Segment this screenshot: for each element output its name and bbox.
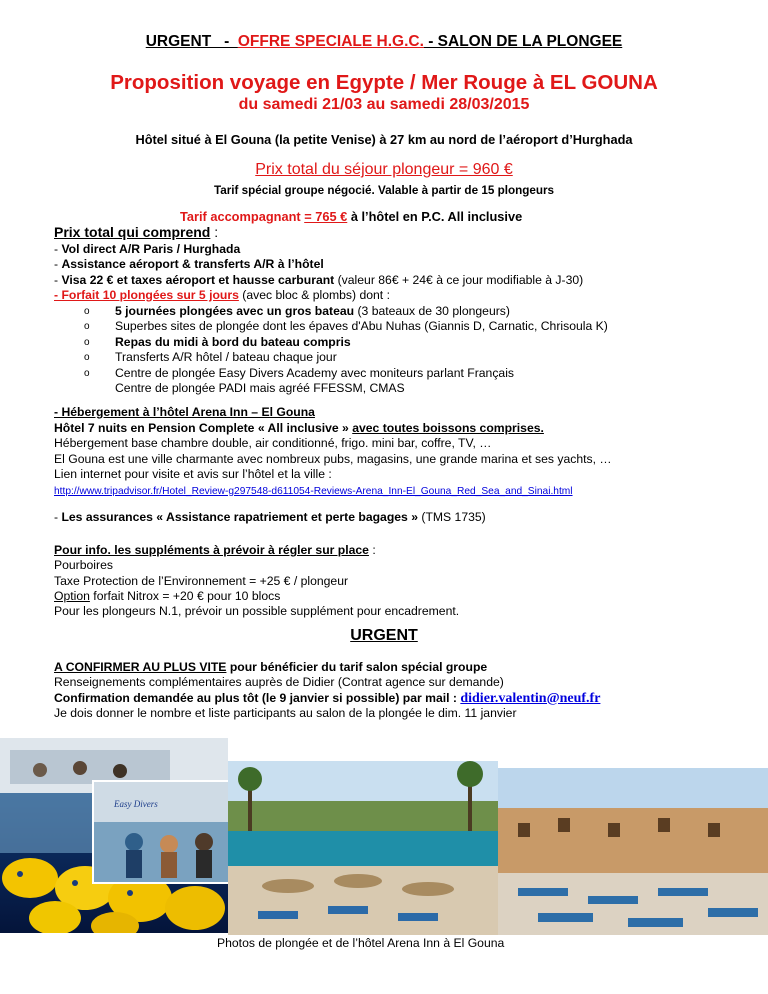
- include-dive-package-detail: (avec bloc & plombs) dont :: [238, 288, 390, 302]
- accommodation-drinks: avec toutes boissons comprises.: [352, 420, 544, 435]
- bullet-icon: o: [84, 321, 90, 332]
- pool-illustration: [228, 761, 498, 935]
- insurance-line: [54, 510, 754, 524]
- header-offer: OFFRE SPECIALE H.G.C.: [237, 33, 424, 50]
- supplement-option-label: Option: [54, 588, 90, 603]
- confirm-asap-rest: pour bénéficier du tarif salon spécial groupe: [226, 660, 488, 674]
- insurance-dash: -: [54, 510, 62, 524]
- list-item: [54, 288, 754, 304]
- includes-section: [54, 225, 754, 397]
- accommodation-board: Hôtel 7 nuits en Pension Complete « All inclusive »: [54, 420, 353, 435]
- hotel-photo-terrace: [498, 768, 768, 935]
- sub-item: [54, 335, 754, 351]
- supplement-n1: Pour les plongeurs N.1, prévoir un possible supplément pour encadrement.: [54, 604, 460, 619]
- supplements-heading-suffix: :: [368, 543, 376, 557]
- list-item: - Assistance aéroport & transferts A/R à l’hôtel: [54, 257, 324, 271]
- companion-rest: à l’hôtel en P.C. All inclusive: [347, 209, 523, 224]
- accommodation-room: Hébergement base chambre double, air conditionné, frigo. mini bar, coffre, TV, …: [54, 436, 492, 450]
- boat-sign: Easy Divers: [114, 799, 158, 809]
- confirm-deadline: Je dois donner le nombre et liste participants au salon de la plongée le dim. 11 janvier: [54, 705, 517, 720]
- list-item: - Visa 22 € et taxes aéroport et hausse carburant (valeur 86€ + 24€ à ce jour modifiable à J-30): [54, 272, 584, 287]
- accommodation-heading: - Hébergement à l’hôtel Arena Inn – El Gouna: [54, 405, 315, 419]
- confirmation-section: [54, 660, 764, 721]
- bullet-icon: o: [84, 336, 90, 348]
- confirm-info: Renseignements complémentaires auprès de Didier (Contrat agence sur demande): [54, 675, 504, 690]
- sub-item: [54, 319, 754, 335]
- sub-item: [54, 304, 754, 320]
- total-price: Prix total du séjour plongeur = 960 €: [255, 161, 513, 178]
- document-header: [0, 33, 768, 51]
- companion-label: Tarif accompagnant: [180, 209, 305, 224]
- include-visa-detail: (valeur 86€ + 24€ à ce jour modifiable à J-30): [334, 272, 584, 287]
- list-item: - Vol direct A/R Paris / Hurghada: [54, 241, 241, 256]
- companion-amount: = 765 €: [304, 209, 348, 224]
- sub-sites: Superbes sites de plongée dont les épaves d'Abu Nuhas (Giannis D, Carnatic, Chrisoula K): [115, 319, 608, 333]
- confirm-request: Confirmation demandée au plus tôt (le 9 janvier si possible) par mail :: [54, 690, 461, 705]
- confirm-asap: A CONFIRMER AU PLUS VITE: [54, 660, 227, 674]
- include-flight: Vol direct A/R Paris / Hurghada: [61, 241, 241, 256]
- urgent-heading: URGENT: [350, 627, 418, 644]
- bullet-icon: o: [84, 352, 90, 363]
- include-dive-package: - Forfait 10 plongées sur 5 jours: [54, 288, 239, 302]
- accommodation-town: El Gouna est une ville charmante avec nombreux pubs, magasins, une grande marina et ses yachts, …: [54, 451, 612, 466]
- group-rate-note: Tarif spécial groupe négocié. Valable à partir de 15 plongeurs: [213, 184, 555, 197]
- sub-lunch: Repas du midi à bord du bateau compris: [115, 334, 351, 349]
- accommodation-section: [54, 405, 754, 499]
- sub-boat-detail: (3 bateaux de 30 plongeurs): [354, 303, 510, 318]
- include-transfers: Assistance aéroport & transferts A/R à l’hôtel: [61, 257, 324, 271]
- sub-item: [54, 350, 754, 366]
- terrace-illustration: [498, 768, 768, 935]
- page-title: Proposition voyage en Egypte / Mer Rouge à EL GOUNA: [110, 71, 658, 94]
- insurance-ref: (TMS 1735): [418, 510, 486, 524]
- insurance-title: Les assurances « Assistance rapatriement et perte bagages »: [61, 510, 418, 524]
- hotel-photo-pool: [228, 761, 498, 935]
- supplement-tax: Taxe Protection de l’Environnement = +25 € / plongeur: [54, 573, 349, 588]
- sub-transfers: Transferts A/R hôtel / bateau chaque jour: [115, 350, 337, 364]
- sub-center: Centre de plongée Easy Divers Academy avec moniteurs parlant Français: [115, 365, 514, 380]
- photos-caption: Photos de plongée et de l’hôtel Arena Inn à El Gouna: [217, 936, 505, 950]
- header-salon: - SALON DE LA PLONGEE: [423, 33, 623, 50]
- email-link[interactable]: didier.valentin@neuf.fr: [460, 690, 601, 706]
- sub-item: [54, 381, 754, 397]
- header-urgent: URGENT -: [145, 33, 238, 50]
- sub-item: [54, 366, 754, 382]
- includes-heading-suffix: :: [210, 224, 219, 240]
- accommodation-link-label: Lien internet pour visite et avis sur l’hôtel et la ville :: [54, 467, 332, 481]
- boat-illustration: [94, 782, 234, 882]
- hotel-location: Hôtel situé à El Gouna (la petite Venise) à 27 km au nord de l’aéroport d’Hurghada: [135, 132, 633, 147]
- supplements-section: [54, 543, 754, 619]
- companion-rate: [180, 209, 522, 224]
- includes-heading: Prix total qui comprend: [54, 224, 211, 240]
- supplements-heading: Pour info. les suppléments à prévoir à régler sur place: [54, 543, 369, 557]
- dive-photo-boat: [92, 780, 236, 884]
- trip-dates: du samedi 21/03 au samedi 28/03/2015: [238, 96, 530, 113]
- tripadvisor-link[interactable]: http://www.tripadvisor.fr/Hotel_Review-g297548-d611054-Reviews-Arena_Inn-El_Gouna_Red_Sea_and_Sinai.html: [54, 485, 573, 497]
- sub-boat: 5 journées plongées avec un gros bateau: [115, 303, 355, 318]
- bullet-icon: o: [84, 305, 90, 317]
- include-visa: Visa 22 € et taxes aéroport et hausse carburant: [61, 272, 335, 287]
- supplement-tips: Pourboires: [54, 558, 113, 573]
- sub-center-padi: Centre de plongée PADI mais agréé FFESSM, CMAS: [115, 381, 405, 395]
- supplement-nitrox: forfait Nitrox = +20 € pour 10 blocs: [89, 588, 281, 603]
- bullet-icon: o: [84, 367, 90, 379]
